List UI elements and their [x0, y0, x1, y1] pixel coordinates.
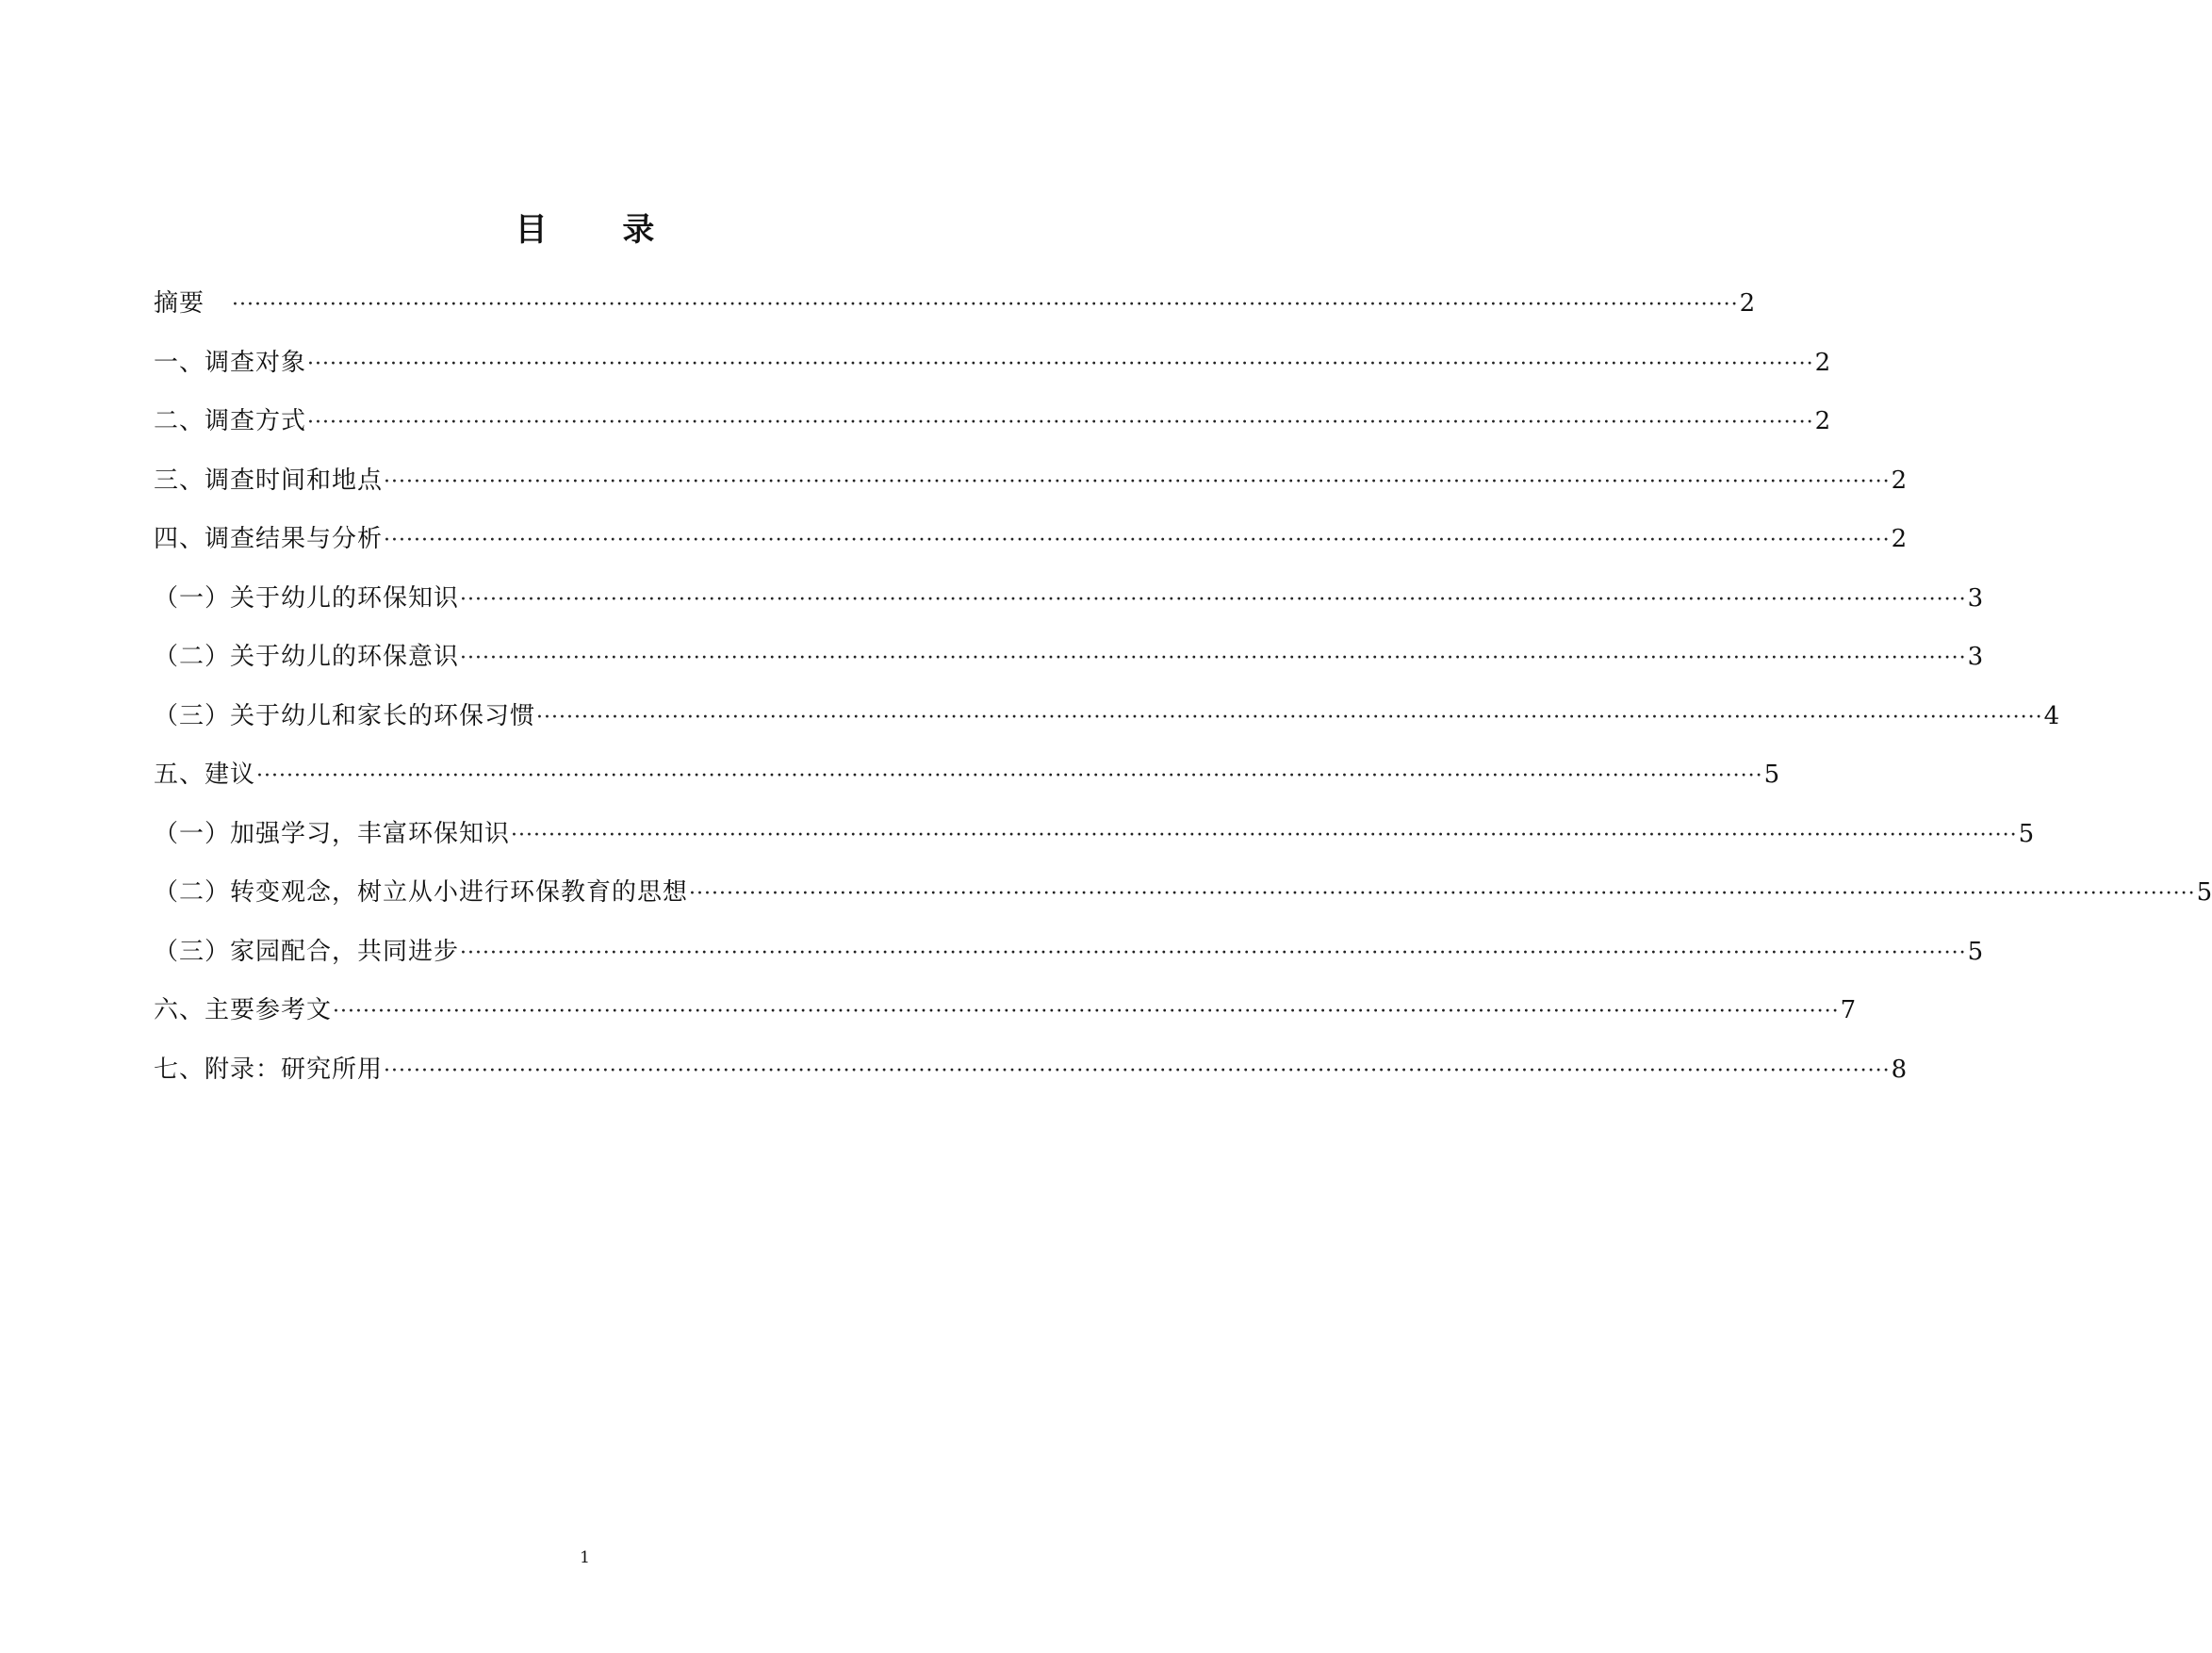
toc-entry-label: 六、主要参考文 [154, 996, 333, 1024]
dot-leader: ········································································································································································································ [256, 764, 1763, 788]
table-of-contents [154, 283, 2212, 1107]
toc-entry-page: 4 [2043, 701, 2060, 730]
toc-entry-label: （三）关于幼儿和家长的环保习惯 [154, 701, 536, 730]
toc-entry-page: 2 [1891, 466, 1908, 495]
toc-entry-section-7[interactable] [154, 1049, 1908, 1108]
toc-entry-page: 2 [1891, 525, 1908, 553]
dot-leader: ········································································································································································································ [384, 469, 1891, 494]
toc-entry-label: 三、调查时间和地点 [154, 466, 384, 495]
toc-entry-label: 一、调查对象 [154, 348, 307, 377]
toc-entry-page: 7 [1840, 996, 1857, 1024]
toc-entry-label: （三）家园配合，共同进步 [154, 937, 460, 966]
toc-entry-page: 2 [1814, 348, 1831, 377]
toc-entry-section-2[interactable] [154, 401, 1831, 460]
toc-entry-label: （一）关于幼儿的环保知识 [154, 583, 460, 613]
toc-entry-section-5-1[interactable] [154, 813, 2035, 873]
toc-entry-page: 8 [1891, 1055, 1908, 1084]
page-number: 1 [580, 1548, 590, 1567]
dot-leader: ········································································································································································································ [536, 705, 2043, 729]
dot-leader: ········································································································································································································ [460, 646, 1967, 670]
dot-leader: ········································································································································································································ [460, 587, 1967, 612]
dot-leader: ········································································································································································································ [307, 352, 1814, 376]
toc-entry-page: 5 [2018, 819, 2035, 848]
toc-entry-page: 5 [2196, 878, 2212, 907]
toc-entry-section-4[interactable] [154, 518, 1908, 578]
toc-entry-label: 四、调查结果与分析 [154, 525, 384, 553]
dot-leader: ········································································································································································································ [333, 1000, 1840, 1023]
dot-leader: ········································································································································································································ [307, 411, 1814, 434]
toc-entry-section-6[interactable] [154, 990, 1857, 1049]
toc-entry-label: （二）转变观念，树立从小进行环保教育的思想 [154, 878, 689, 907]
toc-entry-page: 2 [1739, 289, 1756, 318]
toc-entry-page: 3 [1967, 643, 1984, 671]
toc-entry-label: 五、建议 [154, 761, 256, 789]
toc-title: 目 录 [515, 211, 687, 249]
toc-entry-section-1[interactable] [154, 342, 1831, 401]
toc-entry-section-5[interactable] [154, 754, 1780, 813]
dot-leader: ········································································································································································································ [384, 1058, 1891, 1083]
toc-entry-label: 二、调查方式 [154, 407, 307, 435]
toc-entry-section-4-3[interactable] [154, 696, 2060, 755]
toc-entry-section-4-2[interactable] [154, 636, 1984, 696]
toc-entry-label: （二）关于幼儿的环保意识 [154, 643, 460, 671]
dot-leader: ········································································································································································································ [232, 293, 1739, 317]
dot-leader: ········································································································································································································ [384, 529, 1891, 552]
toc-entry-section-5-2[interactable] [154, 872, 2212, 931]
toc-entry-page: 5 [1967, 937, 1984, 966]
toc-entry-label: （一）加强学习，丰富环保知识 [154, 819, 511, 848]
toc-entry-page: 2 [1814, 407, 1831, 435]
dot-leader: ········································································································································································································ [511, 823, 2018, 847]
toc-entry-section-5-3[interactable] [154, 931, 1984, 990]
toc-entry-page: 5 [1763, 761, 1780, 789]
toc-entry-page: 3 [1967, 583, 1984, 613]
dot-leader: ········································································································································································································ [460, 941, 1967, 965]
toc-entry-section-3[interactable] [154, 460, 1908, 519]
toc-entry-label: 七、附录：研究所用 [154, 1055, 384, 1084]
toc-entry-label: 摘要 [154, 289, 205, 318]
toc-entry-abstract[interactable] [154, 283, 1756, 342]
toc-entry-section-4-1[interactable] [154, 578, 1984, 637]
dot-leader: ········································································································································································································ [689, 882, 2196, 906]
